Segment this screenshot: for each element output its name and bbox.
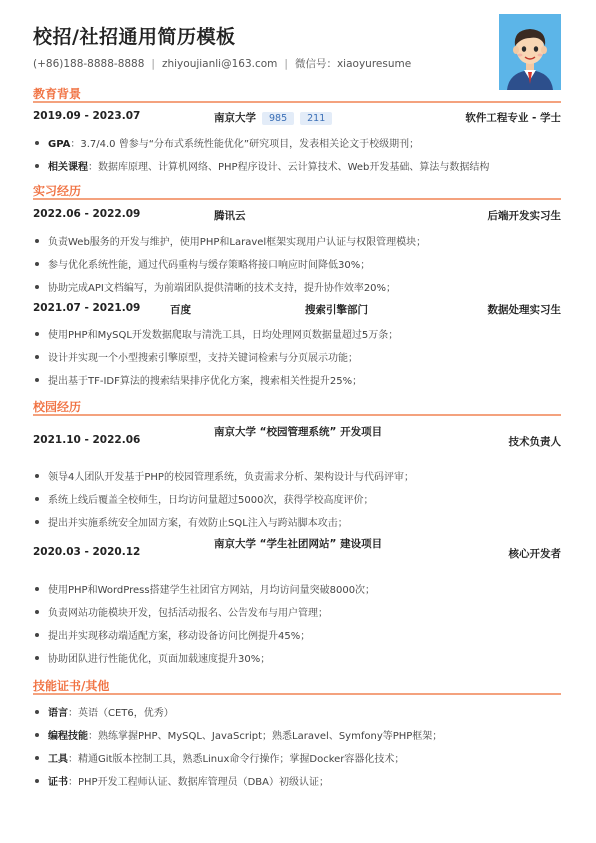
bullet-icon [35,610,39,614]
avatar-photo [499,14,561,90]
list-item: 领导4人团队开发基于PHP的校园管理系统，负责需求分析、架构设计与代码评审； [33,468,561,483]
project-name: 南京大学 “校园管理系统” 开发项目 [214,426,383,438]
list-item: 设计并实现一个小型搜索引擎原型，支持关键词检索与分页展示功能； [33,349,561,364]
school-name: 南京大学 [214,112,256,124]
project-role: 核心开发者 [508,548,561,560]
bullet-icon [35,733,39,737]
contact-line [33,56,411,71]
list-item: 参与优化系统性能，通过代码重构与缓存策略将接口响应时间降低30%； [33,256,561,271]
bullet-icon [35,587,39,591]
bullet-icon [35,497,39,501]
phone-text: (+86)188-8888-8888 [33,58,145,70]
education-date: 2019.09 - 2023.07 [33,110,141,122]
bullet-icon [35,239,39,243]
contact-separator: | [151,58,155,70]
section-title-campus: 校园经历 [33,400,82,414]
list-item: 提出并实现移动端适配方案，移动设备访问比例提升45%； [33,627,561,642]
list-item: 负责网站功能模块开发，包括活动报名、公告发布与用户管理； [33,604,561,619]
bullet-icon [35,285,39,289]
job-company: 腾讯云 [214,210,246,222]
bullet-icon [35,633,39,637]
bullet-icon [35,474,39,478]
list-item: 系统上线后覆盖全校师生，日均访问量超过5000次，获得学校高度评价； [33,491,561,506]
section-divider [33,101,561,103]
section-title-skills: 技能证书/其他 [33,679,110,693]
job-department: 搜索引擎部门 [305,304,368,316]
bullet-icon [35,779,39,783]
project-date: 2021.10 - 2022.06 [33,434,141,446]
section-divider [33,693,561,695]
bullet-icon [35,355,39,359]
section-title-education: 教育背景 [33,87,82,101]
bullet-icon [35,262,39,266]
list-item: GPA：3.7/4.0 曾参与“分布式系统性能优化”研究项目，发表相关论文于校级期刊； [33,135,561,150]
list-item: 相关课程：数据库原理、计算机网络、PHP程序设计、云计算技术、Web开发基础、算法与数据结构 [33,158,561,173]
tag-badge: 211 [300,112,332,125]
section-divider [33,414,561,416]
list-item: 提出基于TF-IDF算法的搜索结果排序优化方案，搜索相关性提升25%； [33,372,561,387]
bullet-icon [35,378,39,382]
bullet-icon [35,332,39,336]
contact-separator: | [284,58,288,70]
list-item: 使用PHP和MySQL开发数据爬取与清洗工具，日均处理网页数据量超过5万条； [33,326,561,341]
bullet-icon [35,710,39,714]
bullet-icon [35,756,39,760]
job-role: 后端开发实习生 [487,210,561,222]
list-item: 使用PHP和WordPress搭建学生社团官方网站，月均访问量突破8000次； [33,581,561,596]
education-school [214,110,332,125]
list-item: 负责Web服务的开发与维护，使用PHP和Laravel框架实现用户认证与权限管理模块； [33,233,561,248]
list-item: 协助完成API文档编写，为前端团队提供清晰的技术支持，提升协作效率20%； [33,279,561,294]
avatar-illustration-icon [499,14,561,90]
list-item: 协助团队进行性能优化，页面加载速度提升30%； [33,650,561,665]
bullet-icon [35,656,39,660]
job-date: 2022.06 - 2022.09 [33,208,141,220]
list-item: 语言：英语（CET6，优秀） [33,704,561,719]
project-name: 南京大学 “学生社团网站” 建设项目 [214,538,383,550]
project-date: 2020.03 - 2020.12 [33,546,141,558]
section-title-work: 实习经历 [33,184,82,198]
wechat-text: 微信号：xiaoyuresume [294,58,412,70]
job-role: 数据处理实习生 [487,304,561,316]
list-item: 证书：PHP开发工程师认证、数据库管理员（DBA）初级认证； [33,773,561,788]
list-item: 工具：精通Git版本控制工具，熟悉Linux命令行操作；掌握Docker容器化技术； [33,750,561,765]
job-date: 2021.07 - 2021.09 [33,302,141,314]
list-item: 编程技能：熟练掌握PHP、MySQL、JavaScript；熟悉Laravel、Symfony等PHP框架； [33,727,561,742]
bullet-icon [35,164,39,168]
project-role: 技术负责人 [508,436,561,448]
bullet-icon [35,520,39,524]
section-divider [33,198,561,200]
list-item: 提出并实施系统安全加固方案，有效防止SQL注入与跨站脚本攻击； [33,514,561,529]
email-text: zhiyoujianli@163.com [161,58,278,70]
tag-badge: 985 [262,112,294,125]
bullet-icon [35,141,39,145]
education-major: 软件工程专业 - 学士 [465,112,561,124]
job-company: 百度 [170,304,191,316]
resume-title: 校招/社招通用简历模板 [33,26,236,48]
